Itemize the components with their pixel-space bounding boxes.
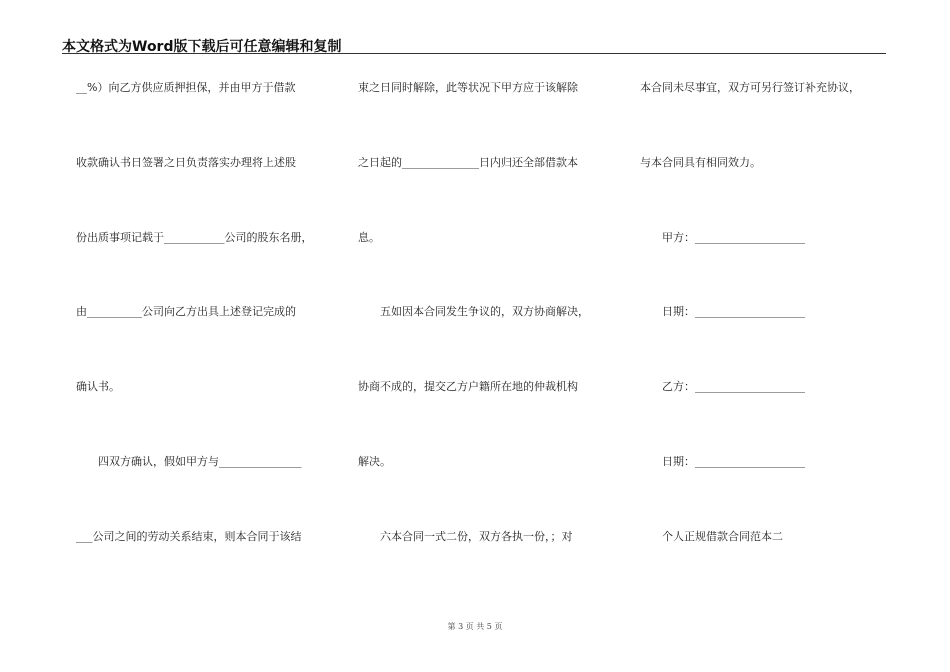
text-line: 四双方确认，假如甲方与_______________ bbox=[76, 455, 302, 468]
text-line: 之日起的______________日内归还全部借款本 bbox=[358, 156, 578, 169]
text-line: 本合同未尽事宜，双方可另行签订补充协议， bbox=[640, 81, 860, 94]
text-line: 六本合同一式二份，双方各执一份，；对 bbox=[358, 530, 573, 543]
text-line: 收款确认书日签署之日负责落实办理将上述股 bbox=[76, 156, 296, 169]
text-line: 息。 bbox=[358, 231, 380, 244]
text-line: 与本合同具有相同效力。 bbox=[640, 156, 761, 169]
signature-date-field: 日期：____________________ bbox=[640, 305, 805, 318]
text-line: __%）向乙方供应质押担保，并由甲方于借款 bbox=[76, 81, 296, 94]
text-line: 份出质事项记载于___________公司的股东名册， bbox=[76, 231, 313, 244]
text-line: 五如因本合同发生争议的，双方协商解决， bbox=[358, 305, 589, 318]
text-column-2 bbox=[358, 0, 608, 640]
text-column-1 bbox=[76, 0, 326, 640]
text-line: 协商不成的，提交乙方户籍所在地的仲裁机构 bbox=[358, 380, 578, 393]
document-header-title: 本文格式为Word版下载后可任意编辑和复制 bbox=[62, 39, 342, 55]
text-line: ___公司之间的劳动关系结束，则本合同于该结 bbox=[76, 530, 302, 543]
section-heading: 个人正规借款合同范本二 bbox=[640, 530, 783, 543]
text-line: 由__________公司向乙方出具上述登记完成的 bbox=[76, 305, 296, 318]
signature-party-b-field: 乙方：____________________ bbox=[640, 380, 805, 393]
text-line: 确认书。 bbox=[76, 380, 120, 393]
text-line: 解决。 bbox=[358, 455, 391, 468]
text-column-3 bbox=[640, 0, 890, 640]
signature-party-a-field: 甲方：____________________ bbox=[640, 231, 805, 244]
page-number: 第 3 页 共 5 页 bbox=[447, 622, 503, 631]
text-line: 束之日同时解除，此等状况下甲方应于该解除 bbox=[358, 81, 578, 94]
signature-date-field: 日期：____________________ bbox=[640, 455, 805, 468]
